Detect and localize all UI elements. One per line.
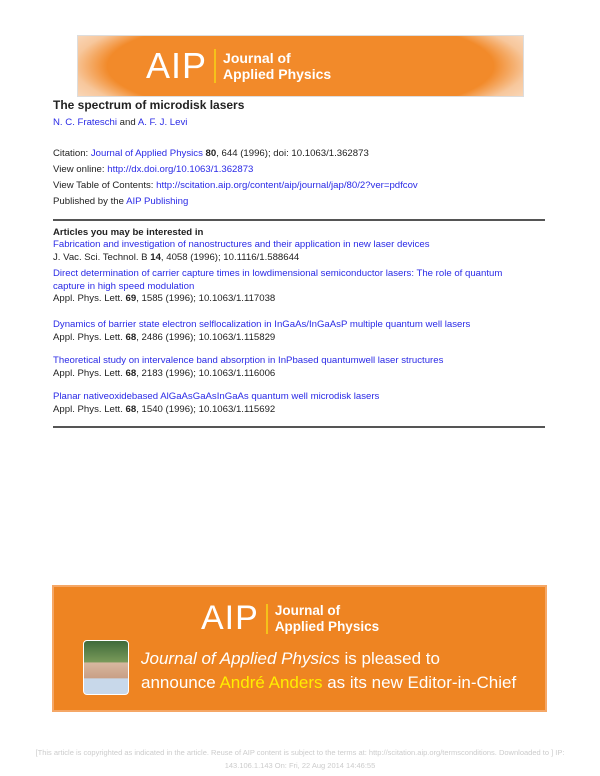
editor-announcement-banner[interactable] (52, 585, 547, 712)
article-details: , 1540 (1996); 10.1063/1.115692 (136, 403, 276, 415)
journal-name (223, 50, 331, 82)
articles-heading: Articles you may be interested in (53, 227, 204, 238)
logo-divider (214, 49, 216, 83)
authors (53, 117, 187, 128)
journal-name-line2: Applied Physics (223, 66, 332, 82)
article-volume: 68 (125, 367, 137, 379)
copyright-footer-line2: 143.106.1.143 On: Fri, 22 Aug 2014 14:46:55 (224, 761, 376, 770)
toc-label: View Table of Contents: (53, 180, 154, 191)
article-journal: Appl. Phys. Lett. (53, 331, 126, 343)
journal-italic: Journal of Applied Physics (141, 649, 340, 668)
article-details: , 4058 (1996); 10.1116/1.588644 (160, 251, 300, 263)
related-article-link[interactable]: Theoretical study on intervalence band absorption in InPbased quantumwell laser structures (53, 355, 444, 366)
journal-link[interactable]: Journal of Applied Physics (90, 148, 203, 159)
related-article-link[interactable]: Planar nativeoxidebased AlGaAsGaAsInGaAs quantum well microdisk lasers (53, 391, 380, 402)
related-article (53, 268, 502, 306)
citation-label: Citation: (53, 148, 89, 159)
related-article (53, 239, 430, 264)
volume: 80 (205, 148, 217, 159)
journal-name (275, 603, 379, 635)
editor-photo (83, 640, 129, 695)
article-details: , 2183 (1996); 10.1063/1.116006 (136, 367, 276, 379)
article-details: , 1585 (1996); 10.1063/1.117038 (136, 293, 276, 304)
article-volume: 14 (150, 251, 161, 263)
authors-and: and (119, 117, 136, 128)
aip-logo-text: AIP (201, 599, 259, 637)
logo-divider (266, 604, 268, 634)
author-link[interactable]: N. C. Frateschi (53, 117, 117, 128)
aip-logo (201, 599, 379, 638)
divider (53, 219, 545, 221)
related-article (53, 391, 379, 416)
announcement-text: announce (141, 673, 220, 692)
editor-name: André Anders (219, 673, 323, 692)
related-article-link[interactable]: Fabrication and investigation of nanostructures and their application in new laser devices (53, 239, 430, 250)
article-volume: 69 (125, 293, 137, 304)
table-of-contents (53, 180, 418, 191)
announcement-text: as its new Editor-in-Chief (322, 673, 517, 692)
journal-banner[interactable] (77, 35, 524, 97)
view-online (53, 164, 253, 175)
related-article-link[interactable]: Dynamics of barrier state electron selflocalization in InGaAs/InGaAsP multiple quantum well lasers (53, 319, 471, 330)
doi-link[interactable]: http://dx.doi.org/10.1063/1.362873 (107, 164, 254, 175)
aip-logo-text: AIP (146, 45, 208, 86)
published-by (53, 196, 188, 207)
related-article-link-cont[interactable]: capture in high speed modulation (53, 280, 195, 292)
published-label: Published by the (53, 196, 124, 207)
citation (53, 148, 369, 159)
announcement-line1 (141, 649, 440, 669)
journal-name-line2: Applied Physics (274, 618, 380, 634)
author-link[interactable]: A. F. J. Levi (137, 117, 188, 128)
view-online-label: View online: (53, 164, 105, 175)
article-journal: Appl. Phys. Lett. (53, 367, 126, 379)
article-details: , 2486 (1996); 10.1063/1.115829 (136, 331, 276, 343)
citation-details: , 644 (1996); doi: 10.1063/1.362873 (216, 148, 369, 159)
article-volume: 68 (125, 403, 137, 415)
journal-name-line1: Journal of (274, 602, 341, 618)
article-volume: 68 (125, 331, 137, 343)
article-journal: J. Vac. Sci. Technol. B (53, 251, 151, 263)
article-journal: Appl. Phys. Lett. (53, 403, 126, 415)
toc-link[interactable]: http://scitation.aip.org/content/aip/journal/jap/80/2?ver=pdfcov (156, 180, 418, 191)
announcement-text: is pleased to (339, 649, 440, 668)
related-article (53, 355, 443, 380)
related-article (53, 319, 470, 344)
article-title: The spectrum of microdisk lasers (53, 98, 245, 112)
announcement-line2 (141, 673, 516, 693)
copyright-footer-line1: [This article is copyrighted as indicated in the article. Reuse of AIP content is subject to the terms at: http://scitation.aip.org/termsconditions. Downloaded to ] IP: (35, 748, 565, 757)
journal-name-line1: Journal of (223, 50, 291, 66)
article-journal: Appl. Phys. Lett. (53, 293, 126, 304)
related-article-link[interactable]: Direct determination of carrier capture times in lowdimensional semiconductor lasers: The role of quantum (53, 268, 503, 279)
divider (53, 426, 545, 428)
publisher-link[interactable]: AIP Publishing (126, 196, 189, 207)
aip-logo (146, 45, 331, 87)
